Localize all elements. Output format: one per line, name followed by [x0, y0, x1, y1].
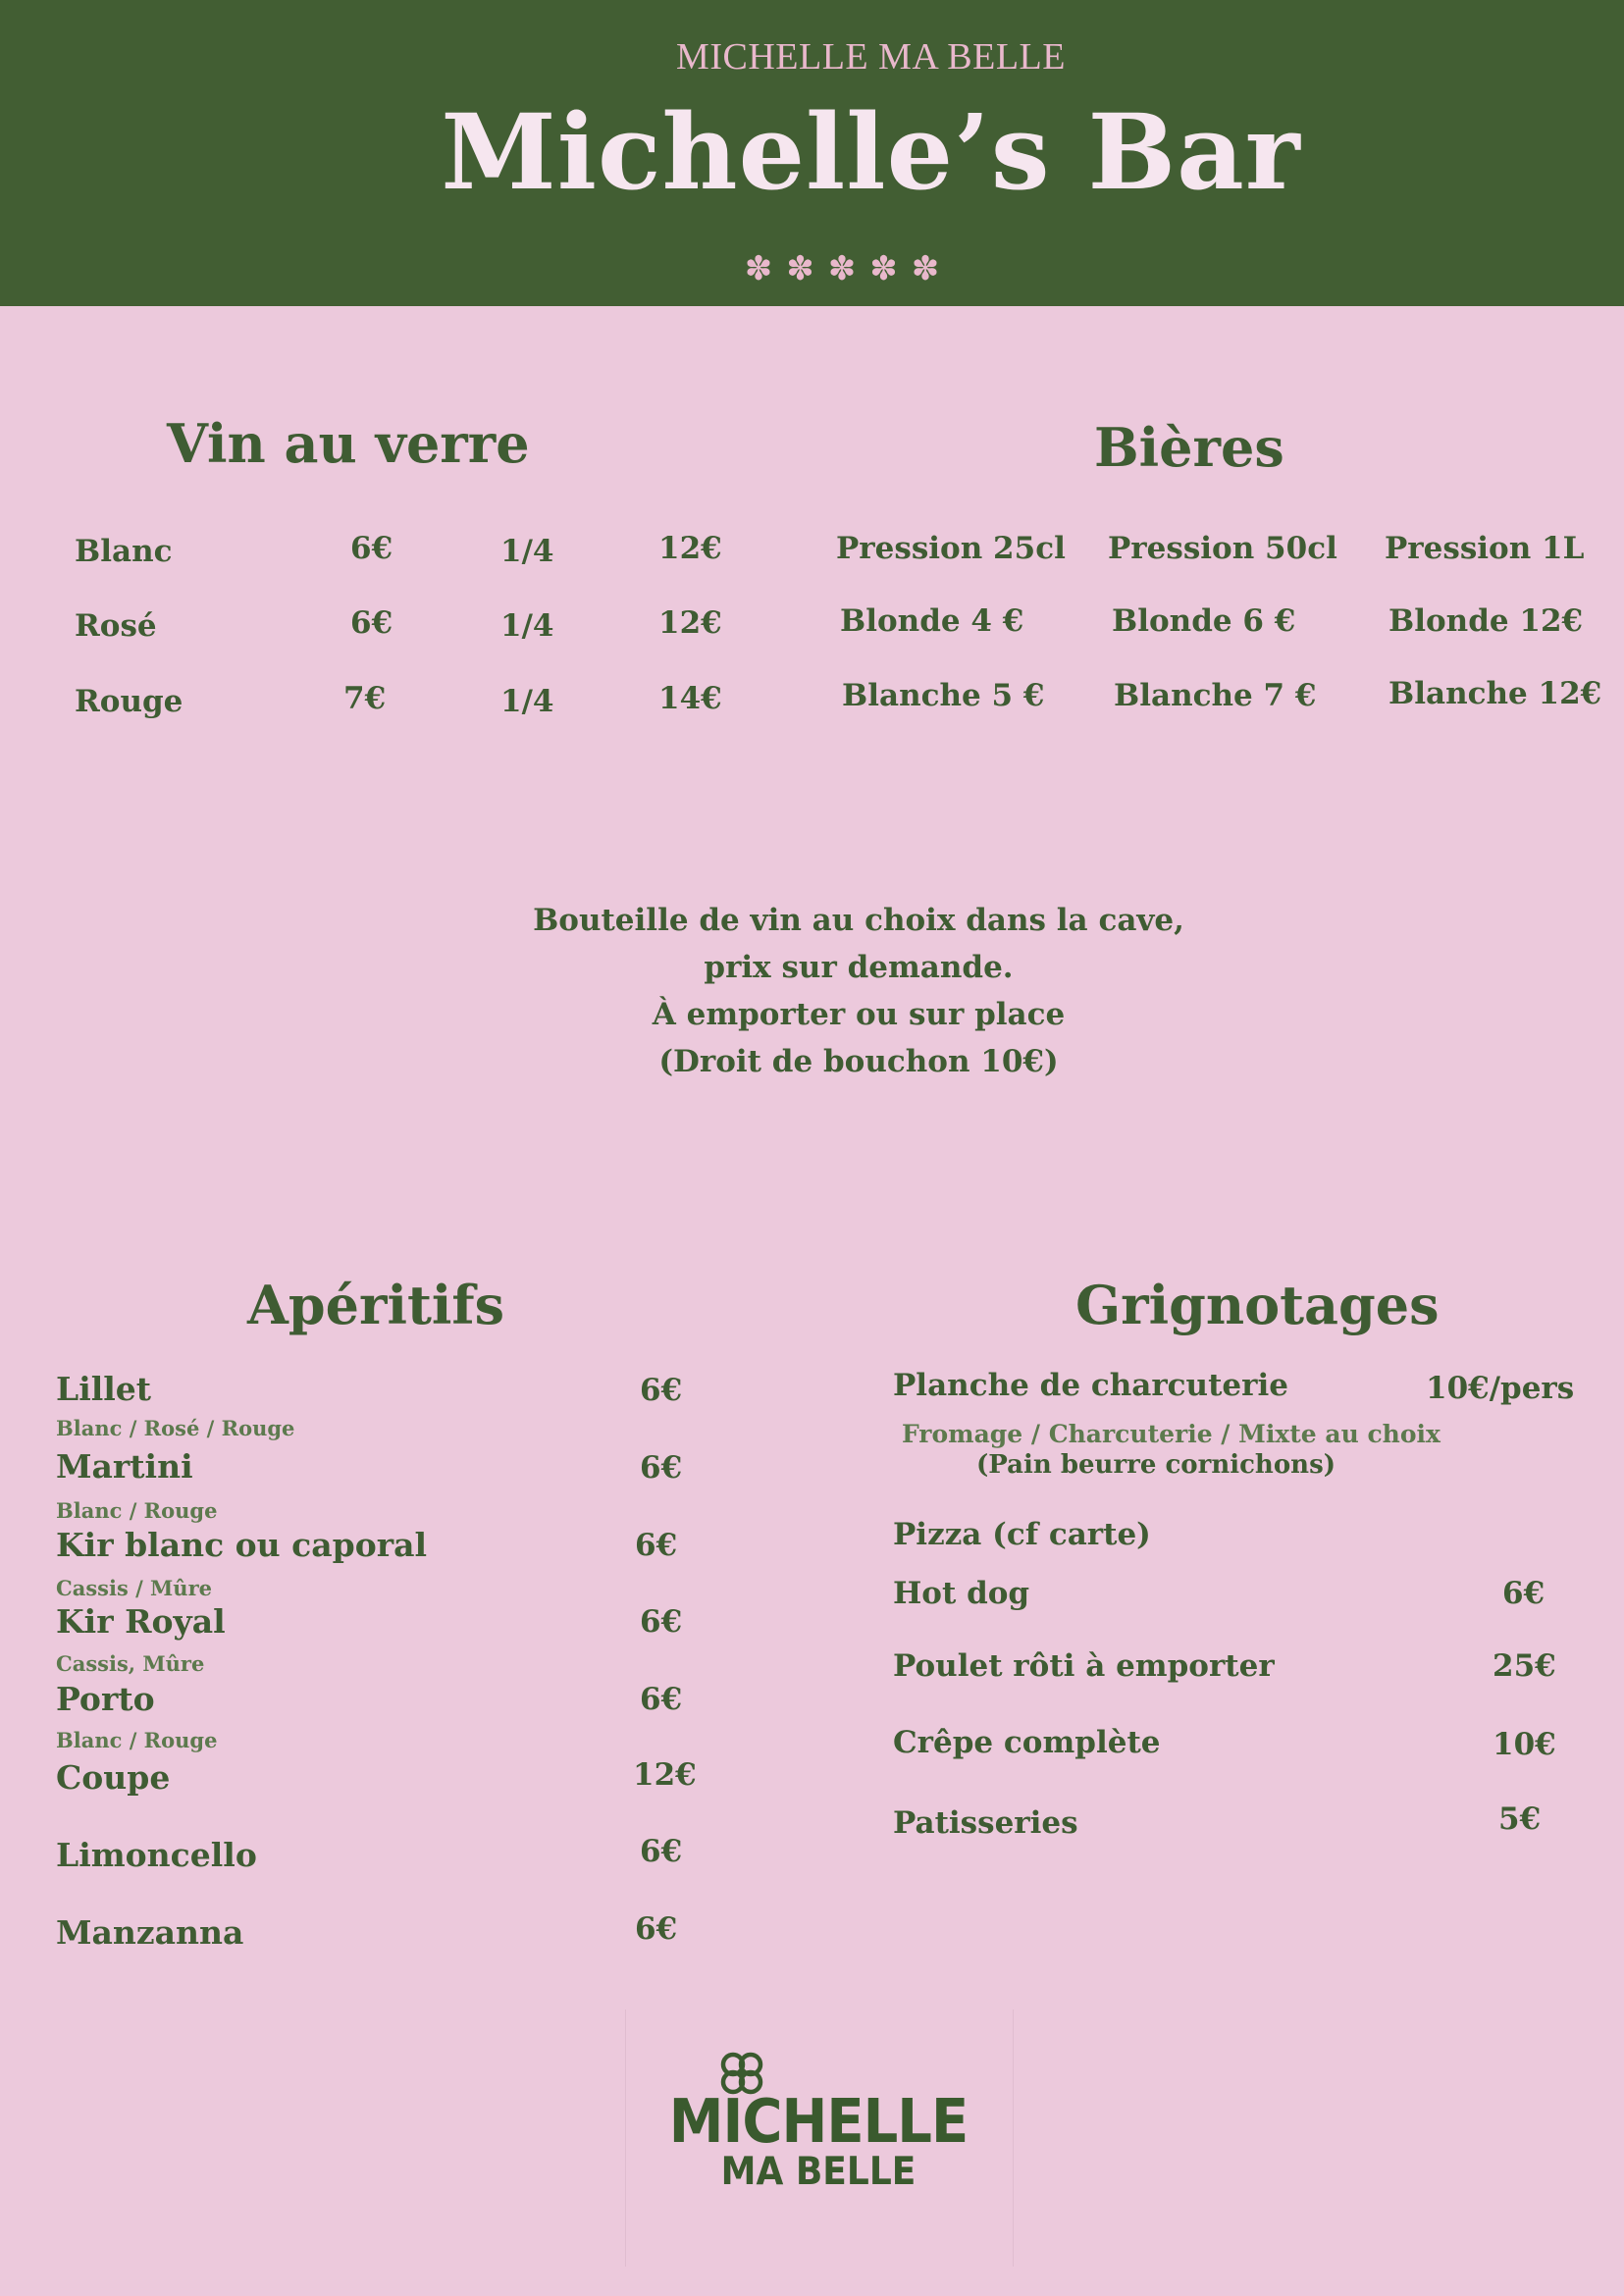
beer-blonde: Blonde 6 €	[1112, 603, 1296, 639]
aperitif-name: Porto	[56, 1680, 155, 1718]
wine-name: Blanc	[75, 534, 173, 569]
wine-name: Rosé	[75, 608, 157, 644]
wine-quarter: 1/4	[500, 534, 554, 569]
beer-blonde: Blonde 4 €	[840, 603, 1024, 639]
wine-name: Rouge	[75, 684, 183, 719]
snack-name: Poulet rôti à emporter	[893, 1648, 1275, 1684]
beers-title: Bières	[1094, 416, 1284, 479]
snack-price: 10€	[1493, 1727, 1556, 1762]
wine-quarter: 1/4	[500, 684, 554, 719]
beer-blonde: Blonde 12€	[1388, 603, 1584, 639]
aperitif-price: 6€	[640, 1450, 683, 1486]
wine-glass-price: 7€	[343, 681, 387, 716]
snack-name: Pizza (cf carte)	[893, 1517, 1151, 1552]
snack-price: 25€	[1493, 1648, 1556, 1684]
aperitif-price: 6€	[635, 1911, 678, 1947]
board-options: Fromage / Charcuterie / Mixte au choix	[902, 1420, 1441, 1448]
board-name: Planche de charcuterie	[893, 1368, 1288, 1403]
wine-title: Vin au verre	[167, 412, 530, 475]
beer-column-head: Pression 25cl	[836, 531, 1066, 566]
bottle-note-line: (Droit de bouchon 10€)	[658, 1044, 1059, 1079]
aperitif-name: Kir Royal	[56, 1602, 226, 1641]
snacks-title: Grignotages	[1075, 1274, 1440, 1336]
aperitif-name: Martini	[56, 1447, 193, 1486]
beer-blanche: Blanche 12€	[1388, 676, 1602, 711]
wine-quarter-price: 14€	[658, 681, 722, 716]
aperitif-name: Manzanna	[56, 1913, 244, 1952]
aperitif-price: 6€	[635, 1528, 678, 1563]
aperitif-name: Kir blanc ou caporal	[56, 1526, 428, 1564]
snack-price: 5€	[1498, 1801, 1542, 1837]
logo-text: MICHELLE	[668, 2086, 969, 2158]
snack-name: Hot dog	[893, 1576, 1030, 1611]
wine-quarter-price: 12€	[658, 531, 722, 566]
snack-name: Patisseries	[893, 1805, 1078, 1841]
aperitifs-title: Apéritifs	[247, 1274, 505, 1336]
aperitif-sub: Blanc / Rouge	[56, 1728, 218, 1752]
aperitif-name: Limoncello	[56, 1836, 257, 1874]
wine-glass-price: 6€	[350, 531, 393, 566]
snack-price: 6€	[1502, 1576, 1545, 1611]
brand-name: MICHELLE MA BELLE	[676, 36, 1066, 78]
logo-subtext: MA BELLE	[720, 2149, 917, 2195]
board-price: 10€/pers	[1426, 1371, 1575, 1406]
wine-quarter: 1/4	[500, 608, 554, 644]
aperitif-price: 6€	[640, 1682, 683, 1717]
aperitif-price: 6€	[640, 1834, 683, 1869]
bar-title: Michelle’s Bar	[441, 90, 1301, 213]
aperitif-name: Coupe	[56, 1758, 171, 1797]
aperitif-sub: Cassis / Mûre	[56, 1576, 212, 1600]
aperitif-sub: Blanc / Rosé / Rouge	[56, 1416, 295, 1440]
beer-column-head: Pression 1L	[1385, 531, 1585, 566]
wine-glass-price: 6€	[350, 605, 393, 641]
snack-name: Crêpe complète	[893, 1725, 1161, 1760]
bottle-note-line: prix sur demande.	[704, 950, 1014, 985]
aperitif-price: 12€	[633, 1757, 697, 1793]
stars-decoration: ✽✽✽✽✽	[744, 249, 954, 288]
bottle-note-line: Bouteille de vin au choix dans la cave,	[533, 903, 1184, 938]
aperitif-sub: Blanc / Rouge	[56, 1498, 218, 1523]
beer-blanche: Blanche 5 €	[842, 678, 1045, 713]
board-extras: (Pain beurre cornichons)	[976, 1450, 1336, 1480]
beer-blanche: Blanche 7 €	[1114, 678, 1317, 713]
bottle-note-line: À emporter ou sur place	[652, 997, 1066, 1032]
aperitif-price: 6€	[640, 1604, 683, 1640]
aperitif-name: Lillet	[56, 1370, 152, 1408]
beer-column-head: Pression 50cl	[1108, 531, 1337, 566]
aperitif-price: 6€	[640, 1373, 683, 1408]
wine-quarter-price: 12€	[658, 605, 722, 641]
aperitif-sub: Cassis, Mûre	[56, 1651, 205, 1676]
